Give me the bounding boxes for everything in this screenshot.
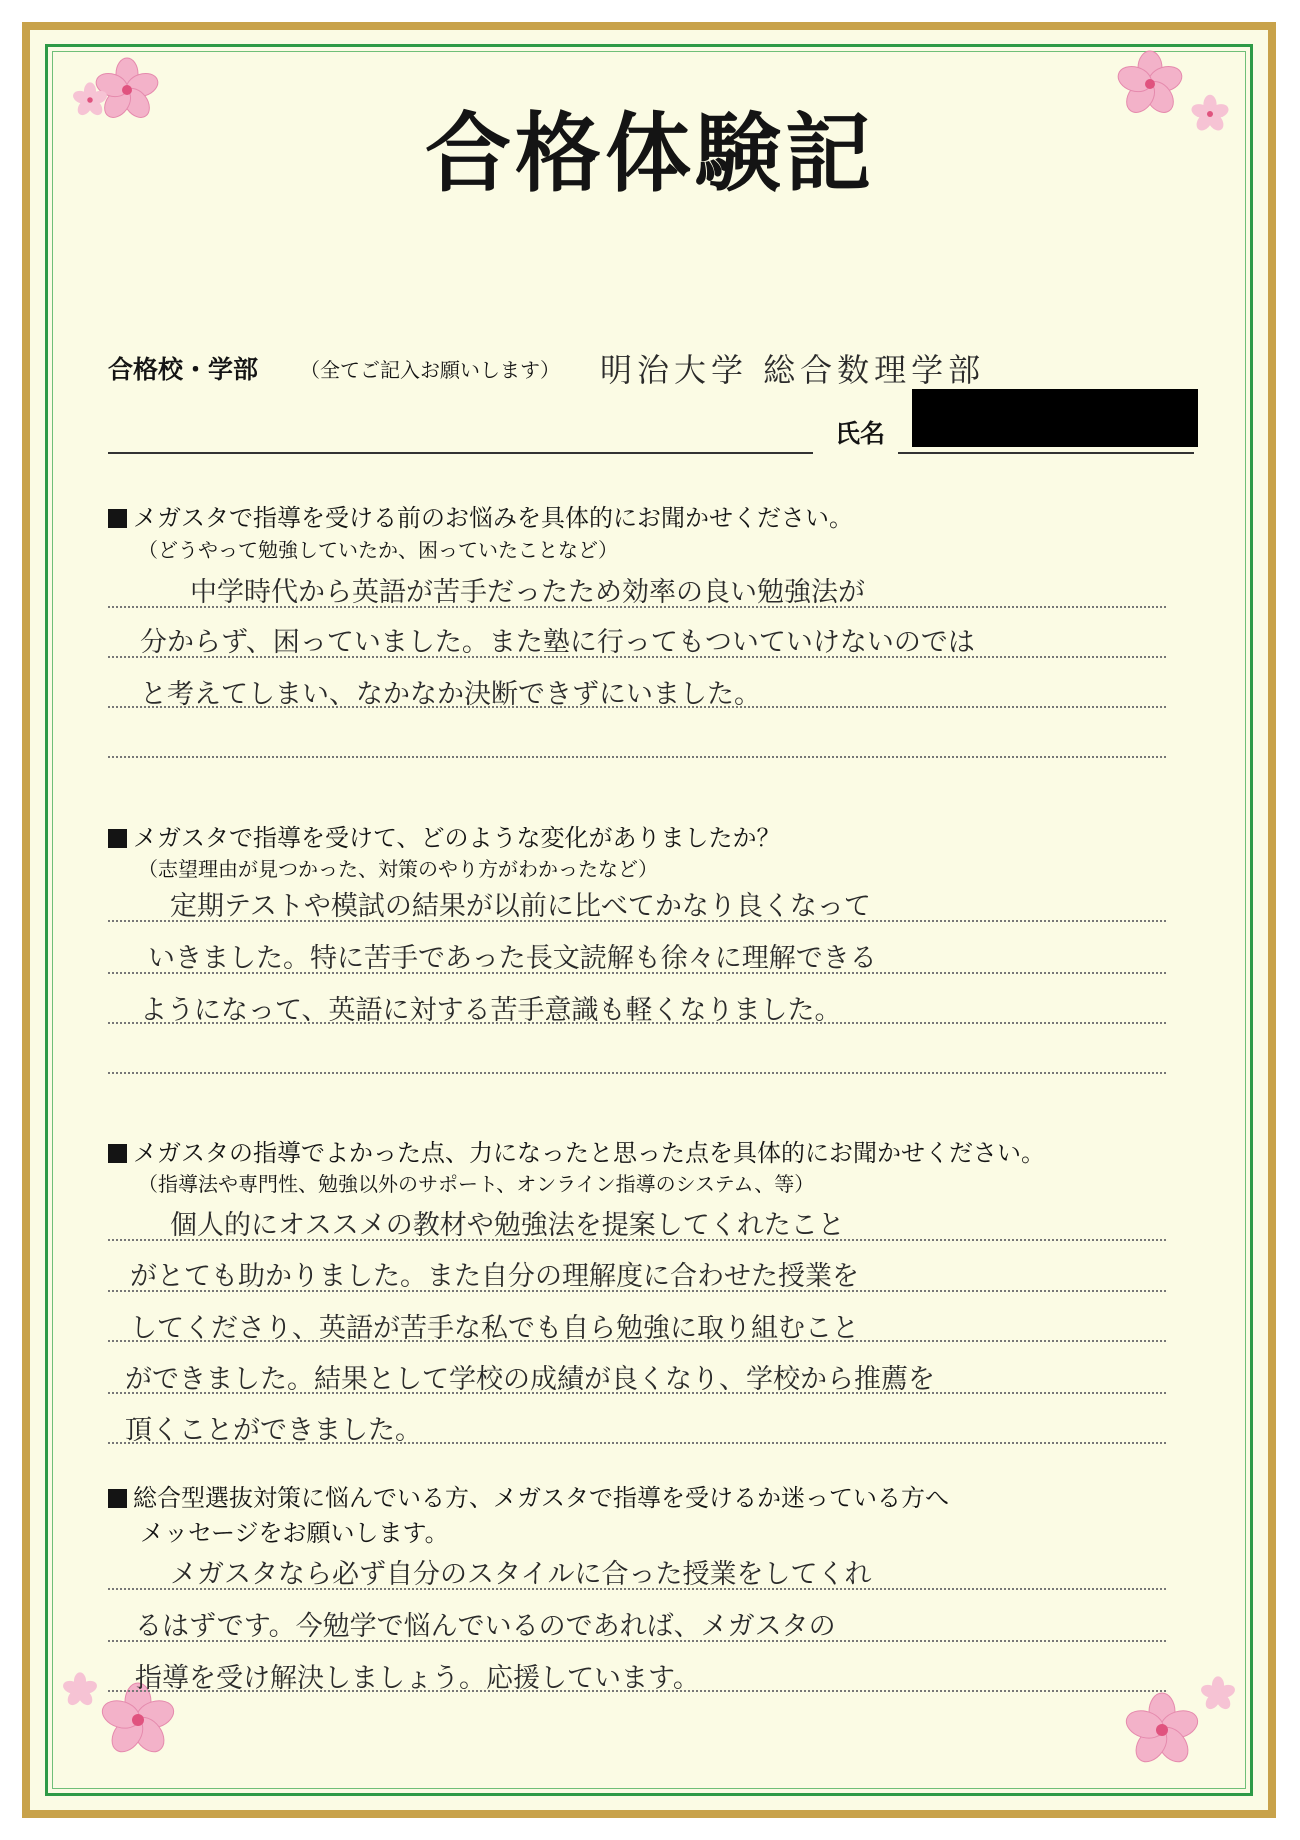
rule: [108, 1392, 1166, 1394]
school-label: 合格校・学部: [108, 355, 259, 384]
rule: [108, 756, 1166, 758]
section-1-line-3: と考えてしまい、なかなか決断できずにいました。: [140, 679, 761, 710]
cherry-blossom-icon: [1110, 1650, 1250, 1790]
section-1-line-1: 中学時代から英語が苦手だったため効率の良い勉強法が: [190, 577, 865, 608]
name-redaction: [912, 389, 1198, 447]
section-1-heading: メガスタで指導を受ける前のお悩みを具体的にお聞かせください。: [108, 498, 853, 533]
section-1-sub: （どうやって勉強していたか、困っていたことなど）: [138, 538, 618, 562]
section-4-line-2: るはずです。今勉学で悩んでいるのであれば、メガスタの: [135, 1611, 836, 1642]
section-4-heading: 総合型選抜対策に悩んでいる方、メガスタで指導を受けるか迷っている方へ: [108, 1478, 949, 1513]
rule: [108, 920, 1166, 922]
rule: [108, 1290, 1166, 1292]
section-2-sub: （志望理由が見つかった、対策のやり方がわかったなど）: [138, 857, 658, 881]
rule: [108, 1239, 1166, 1241]
section-2-line-1: 定期テストや模試の結果が以前に比べてかなり良くなって: [170, 891, 871, 922]
section-2-line-2: いきました。特に苦手であった長文読解も徐々に理解できる: [148, 943, 877, 974]
section-2-line-3: ようになって、英語に対する苦手意識も軽くなりました。: [140, 995, 842, 1026]
rule: [108, 1340, 1166, 1342]
school-value: 明治大学 総合数理学部: [600, 351, 986, 389]
section-1-line-2: 分からず、困っていました。また塾に行ってもついていけないのでは: [140, 627, 975, 658]
rule: [108, 1588, 1166, 1590]
section-3-heading: メガスタの指導でよかった点、力になったと思った点を具体的にお聞かせください。: [108, 1133, 1045, 1168]
rule: [108, 656, 1166, 658]
name-underline: [898, 452, 1194, 454]
section-3-line-4: ができました。結果として学校の成績が良くなり、学校から推薦を: [125, 1364, 935, 1395]
rule: [108, 1022, 1166, 1024]
rule: [108, 606, 1166, 608]
school-note: （全てご記入お願いします）: [300, 358, 560, 382]
school-underline: [108, 452, 813, 454]
section-4-heading-2: メッセージをお願いします。: [140, 1519, 449, 1547]
rule: [108, 972, 1166, 974]
rule: [108, 1690, 1166, 1692]
rule: [108, 706, 1166, 708]
section-4-line-3: 指導を受け解決しましょう。応援しています。: [135, 1663, 700, 1694]
name-label: 氏名: [835, 419, 886, 448]
rule: [108, 1442, 1166, 1444]
section-3-line-5: 頂くことができました。: [125, 1415, 422, 1446]
section-3-line-1: 個人的にオススメの教材や勉強法を提案してくれたこと: [170, 1210, 845, 1241]
page-title: 合格体験記: [425, 103, 875, 204]
section-3-sub: （指導法や専門性、勉強以外のサポート、オンライン指導のシステム、等）: [138, 1172, 815, 1196]
rule: [108, 1072, 1166, 1074]
section-2-heading: メガスタで指導を受けて、どのような変化がありましたか？: [108, 818, 781, 853]
section-3-line-3: してくださり、英語が苦手な私でも自ら勉強に取り組むこと: [130, 1313, 859, 1344]
section-3-line-2: がとても助かりました。また自分の理解度に合わせた授業を: [130, 1261, 859, 1292]
section-4-line-1: メガスタなら必ず自分のスタイルに合った授業をしてくれ: [170, 1559, 872, 1590]
rule: [108, 1640, 1166, 1642]
